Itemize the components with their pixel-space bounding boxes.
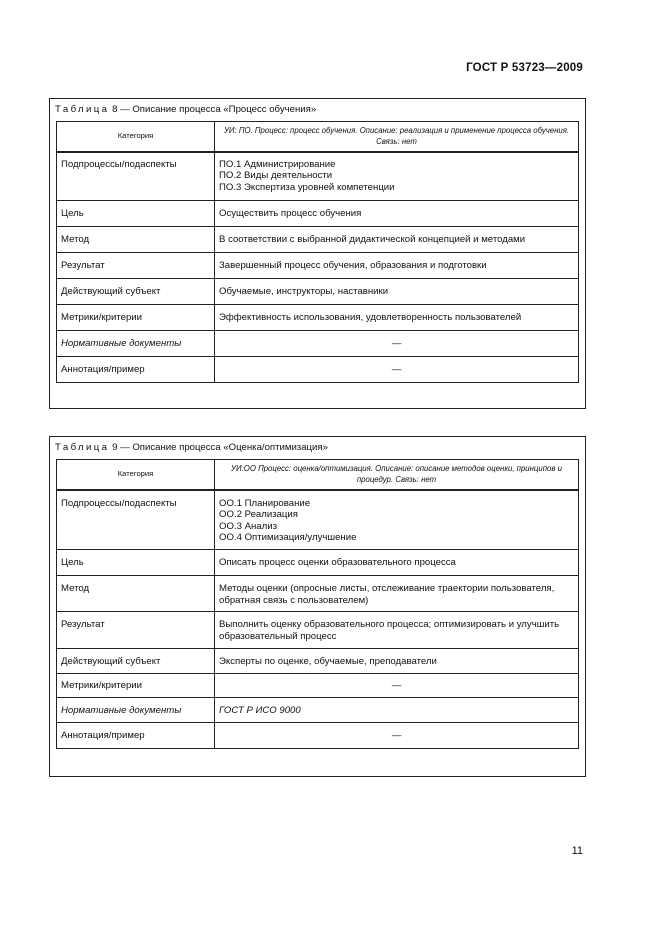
table-row [57, 253, 579, 279]
row-value: Осуществить процесс обучения [215, 201, 579, 227]
subprocess-item: ОО.1 Планирование [219, 497, 311, 509]
row-label: Метод [57, 576, 215, 612]
table-9 [56, 459, 579, 749]
table-caption-text: 8 — Описание процесса «Процесс обучения» [109, 104, 317, 115]
row-value: — [215, 357, 579, 383]
table-row [57, 576, 579, 612]
row-value: — [215, 331, 579, 357]
row-label: Аннотация/пример [57, 723, 215, 749]
row-label: Цель [57, 201, 215, 227]
row-value: Эффективность использования, удовлетворенность пользователей [215, 305, 579, 331]
table-row [57, 612, 579, 649]
row-value [215, 490, 579, 550]
table-8 [56, 121, 579, 383]
row-value: Завершенный процесс обучения, образования и подготовки [215, 253, 579, 279]
table-row [57, 152, 579, 201]
row-value: Выполнить оценку образовательного процесса; оптимизировать и улучшить образовательный процесс [215, 612, 579, 649]
row-value: Обучаемые, инструкторы, наставники [215, 279, 579, 305]
table-caption-prefix: Таблица [55, 442, 110, 453]
row-label: Результат [57, 253, 215, 279]
subprocess-item: ОО.3 Анализ [219, 520, 277, 532]
table-9-caption [50, 437, 585, 459]
table-header-row [57, 460, 579, 490]
header-category: Категория [57, 122, 215, 152]
row-value: Методы оценки (опросные листы, отслеживание траектории пользователя, обратная связь с пользователем) [215, 576, 579, 612]
table-row [57, 305, 579, 331]
row-value: Описать процесс оценки образовательного процесса [215, 550, 579, 576]
table-row [57, 227, 579, 253]
row-label: Подпроцессы/подаспекты [57, 152, 215, 201]
table-8-caption [50, 99, 585, 121]
table-row [57, 674, 579, 698]
table-caption-prefix: Таблица [55, 104, 110, 115]
row-label: Метод [57, 227, 215, 253]
row-label: Действующий субъект [57, 649, 215, 674]
page-number: 11 [571, 845, 583, 857]
row-value: — [215, 723, 579, 749]
row-value [215, 152, 579, 201]
subprocess-item: ПО.2 Виды деятельности [219, 170, 333, 182]
subprocess-item: ПО.3 Экспертиза уровней компетенции [219, 181, 395, 193]
table-caption-text: 9 — Описание процесса «Оценка/оптимизация» [109, 442, 328, 453]
row-label: Нормативные документы [57, 698, 215, 723]
row-label: Подпроцессы/подаспекты [57, 490, 215, 550]
row-label: Метрики/критерии [57, 305, 215, 331]
row-label: Аннотация/пример [57, 357, 215, 383]
subprocess-item: ОО.4 Оптимизация/улучшение [219, 532, 357, 544]
table-row [57, 649, 579, 674]
row-value: ГОСТ Р ИСО 9000 [215, 698, 579, 723]
header-description: УИ: ПО. Процесс: процесс обучения. Описание: реализация и применение процесса обучения. Связь: нет [215, 122, 579, 152]
row-label: Цель [57, 550, 215, 576]
row-value: — [215, 674, 579, 698]
table-row [57, 698, 579, 723]
table-row [57, 357, 579, 383]
row-label: Действующий субъект [57, 279, 215, 305]
table-row [57, 550, 579, 576]
row-value: В соответствии с выбранной дидактической концепцией и методами [215, 227, 579, 253]
subprocess-item: ПО.1 Администрирование [219, 158, 336, 170]
table-row [57, 201, 579, 227]
table-row [57, 490, 579, 550]
header-category: Категория [57, 460, 215, 490]
row-label: Метрики/критерии [57, 674, 215, 698]
header-description: УИ:ОО Процесс: оценка/оптимизация. Описание: описание методов оценки, принципов и процедур. Связь: нет [215, 460, 579, 490]
subprocess-item: ОО.2 Реализация [219, 509, 298, 521]
table-row [57, 723, 579, 749]
row-label: Нормативные документы [57, 331, 215, 357]
row-value: Эксперты по оценке, обучаемые, преподаватели [215, 649, 579, 674]
table-8-frame [49, 98, 586, 409]
table-row [57, 279, 579, 305]
table-row [57, 331, 579, 357]
row-label: Результат [57, 612, 215, 649]
standard-number: ГОСТ Р 53723—2009 [466, 62, 583, 74]
table-header-row [57, 122, 579, 152]
table-9-frame [49, 436, 586, 777]
